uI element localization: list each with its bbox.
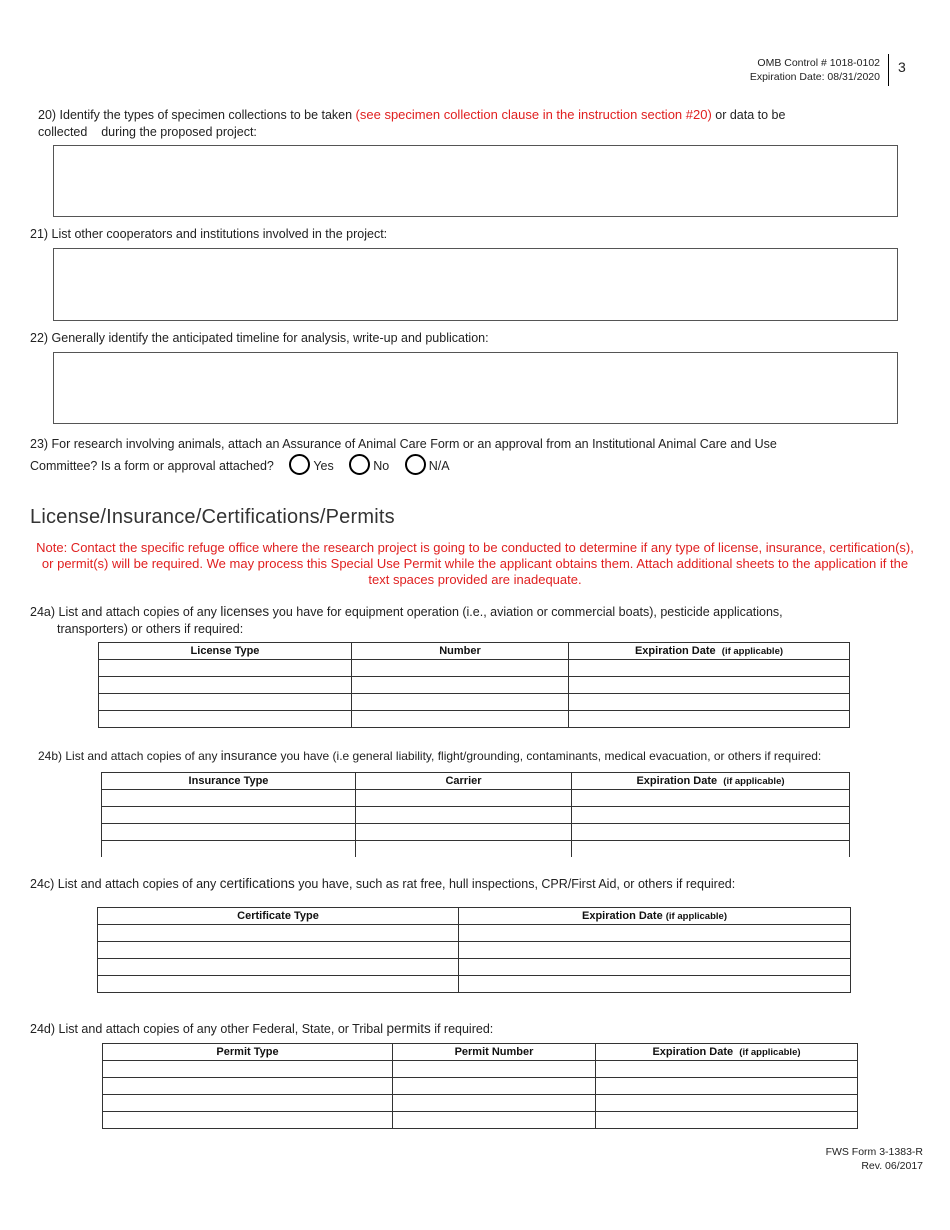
table-cell[interactable] <box>352 660 569 677</box>
question-24c-text-cont: you have, such as rat free, hull inspections, CPR/First Aid, or others if required: <box>294 877 736 891</box>
keyword-permits: permits <box>386 1021 431 1036</box>
table-cell[interactable] <box>572 790 850 807</box>
col-expiration-label: Expiration Date <box>582 910 663 922</box>
col-number: Number <box>352 643 569 660</box>
keyword-certifications: certifications <box>219 876 295 891</box>
question-24c <box>30 875 920 893</box>
table-cell[interactable] <box>98 976 459 993</box>
timeline-textarea[interactable] <box>53 352 898 424</box>
table-row <box>98 942 851 959</box>
question-24b <box>38 747 928 765</box>
insurance-table <box>101 772 850 857</box>
table-cell[interactable] <box>393 1061 596 1078</box>
table-cell[interactable] <box>459 942 851 959</box>
table-row <box>99 660 850 677</box>
question-22: 22) Generally identify the anticipated timeline for analysis, write-up and publication: <box>30 331 489 345</box>
table-cell[interactable] <box>103 1095 393 1112</box>
specimen-clause-reference: (see specimen collection clause in the instruction section #20) <box>355 107 712 122</box>
col-expiration-date <box>459 908 851 925</box>
insurance-table-header <box>102 773 850 790</box>
table-row <box>98 925 851 942</box>
header-divider <box>888 54 889 86</box>
table-row <box>102 841 850 858</box>
table-cell[interactable] <box>393 1095 596 1112</box>
table-cell[interactable] <box>352 711 569 728</box>
table-cell[interactable] <box>98 959 459 976</box>
question-21: 21) List other cooperators and institutions involved in the project: <box>30 227 388 241</box>
expiration-date: Expiration Date: 08/31/2020 <box>749 71 880 83</box>
table-cell[interactable] <box>459 976 851 993</box>
col-permit-type: Permit Type <box>103 1044 393 1061</box>
question-20-text-cont: or data to be <box>711 108 786 122</box>
table-cell[interactable] <box>352 694 569 711</box>
table-row <box>98 976 851 993</box>
table-cell[interactable] <box>356 824 572 841</box>
table-row <box>103 1078 858 1095</box>
table-cell[interactable] <box>569 711 850 728</box>
table-row <box>99 694 850 711</box>
table-cell[interactable] <box>596 1078 858 1095</box>
footer <box>826 1145 923 1173</box>
table-cell[interactable] <box>102 841 356 858</box>
col-expiration-date <box>569 643 850 660</box>
table-cell[interactable] <box>99 694 352 711</box>
table-cell[interactable] <box>99 660 352 677</box>
col-note: (if applicable) <box>739 1047 801 1058</box>
license-table-header <box>99 643 850 660</box>
table-row <box>103 1095 858 1112</box>
col-permit-number: Permit Number <box>393 1044 596 1061</box>
table-cell[interactable] <box>102 790 356 807</box>
table-cell[interactable] <box>572 824 850 841</box>
question-24b-text: 24b) List and attach copies of any <box>38 749 221 763</box>
col-expiration-date <box>596 1044 858 1061</box>
table-cell[interactable] <box>102 807 356 824</box>
permit-table-header <box>103 1044 858 1061</box>
table-cell[interactable] <box>352 677 569 694</box>
permit-table <box>102 1043 858 1129</box>
table-row <box>99 677 850 694</box>
question-23-line2: Committee? Is a form or approval attached? <box>30 459 274 473</box>
question-23-line1: 23) For research involving animals, attach an Assurance of Animal Care Form or an approval from an Institutional Animal Care and Use <box>30 437 777 451</box>
table-cell[interactable] <box>393 1112 596 1129</box>
table-cell[interactable] <box>393 1078 596 1095</box>
table-row <box>103 1061 858 1078</box>
col-note: (if applicable) <box>723 776 785 787</box>
table-cell[interactable] <box>98 925 459 942</box>
table-cell[interactable] <box>596 1095 858 1112</box>
specimen-collections-textarea[interactable] <box>53 145 898 217</box>
col-expiration-label: Expiration Date <box>636 775 718 787</box>
col-expiration-label: Expiration Date <box>652 1046 734 1058</box>
table-cell[interactable] <box>356 790 572 807</box>
question-23 <box>30 436 910 477</box>
col-carrier: Carrier <box>356 773 572 790</box>
question-24a-text-line2: transporters) or others if required: <box>57 622 244 636</box>
table-cell[interactable] <box>99 677 352 694</box>
form-number: FWS Form 3-1383-R <box>825 1146 923 1158</box>
question-24c-text: 24c) List and attach copies of any <box>30 877 220 891</box>
table-cell[interactable] <box>103 1061 393 1078</box>
table-cell[interactable] <box>98 942 459 959</box>
omb-control-number: OMB Control # 1018-0102 <box>757 57 880 69</box>
col-license-type: License Type <box>99 643 352 660</box>
question-24a <box>30 603 920 638</box>
page-number: 3 <box>898 59 906 75</box>
certification-table <box>97 907 851 993</box>
table-cell[interactable] <box>459 959 851 976</box>
question-24b-text-cont: you have (i.e general liability, flight/grounding, contaminants, medical evacuation, or others if required: <box>277 749 822 763</box>
table-cell[interactable] <box>569 694 850 711</box>
table-row <box>102 807 850 824</box>
question-20 <box>38 106 908 141</box>
col-insurance-type: Insurance Type <box>102 773 356 790</box>
table-cell[interactable] <box>103 1112 393 1129</box>
table-cell[interactable] <box>596 1112 858 1129</box>
table-cell[interactable] <box>572 841 850 858</box>
keyword-licenses: licenses <box>220 604 270 619</box>
question-24a-text-cont: you have for equipment operation (i.e., aviation or commercial boats), pesticide applications, <box>269 605 783 619</box>
revision-date: Rev. 06/2017 <box>861 1160 923 1172</box>
question-20-text: 20) Identify the types of specimen collections to be taken <box>38 108 356 122</box>
na-label: N/A <box>428 459 450 473</box>
table-row <box>102 824 850 841</box>
table-cell[interactable] <box>103 1078 393 1095</box>
table-cell[interactable] <box>99 711 352 728</box>
table-row <box>103 1112 858 1129</box>
table-cell[interactable] <box>356 807 572 824</box>
question-24d-text: 24d) List and attach copies of any other Federal, State, or Tribal <box>30 1022 387 1036</box>
col-note: (if applicable) <box>721 646 784 657</box>
table-cell[interactable] <box>459 925 851 942</box>
table-row <box>98 959 851 976</box>
yes-label: Yes <box>313 459 334 473</box>
na-radio[interactable] <box>405 454 426 475</box>
col-certificate-type: Certificate Type <box>98 908 459 925</box>
no-label: No <box>373 459 390 473</box>
header-info <box>750 56 880 84</box>
section-note: Note: Contact the specific refuge office where the research project is going to be conducted to determine if any type of license, insurance, certification(s), or permit(s) will be required. We may process this Special Use Permit while the applicant obtains them. Attach additional sheets to the application if the text spaces provided are inadequate. <box>36 540 914 587</box>
table-cell[interactable] <box>569 660 850 677</box>
yes-radio[interactable] <box>289 454 310 475</box>
table-cell[interactable] <box>569 677 850 694</box>
cooperators-textarea[interactable] <box>53 248 898 321</box>
question-24d-text-cont: if required: <box>430 1022 494 1036</box>
table-cell[interactable] <box>572 807 850 824</box>
table-cell[interactable] <box>356 841 572 858</box>
no-radio[interactable] <box>349 454 370 475</box>
keyword-insurance: insurance <box>220 748 278 763</box>
section-title: License/Insurance/Certifications/Permits <box>30 506 395 528</box>
certification-table-header <box>98 908 851 925</box>
question-20-text-line2: collected during the proposed project: <box>38 125 257 139</box>
question-24d <box>30 1020 920 1038</box>
table-row <box>99 711 850 728</box>
table-cell[interactable] <box>596 1061 858 1078</box>
col-expiration-label: Expiration Date <box>634 645 716 657</box>
question-24a-text: 24a) List and attach copies of any <box>30 605 221 619</box>
table-cell[interactable] <box>102 824 356 841</box>
col-expiration-date <box>572 773 850 790</box>
table-row <box>102 790 850 807</box>
license-table <box>98 642 850 728</box>
col-note: (if applicable) <box>665 911 727 922</box>
